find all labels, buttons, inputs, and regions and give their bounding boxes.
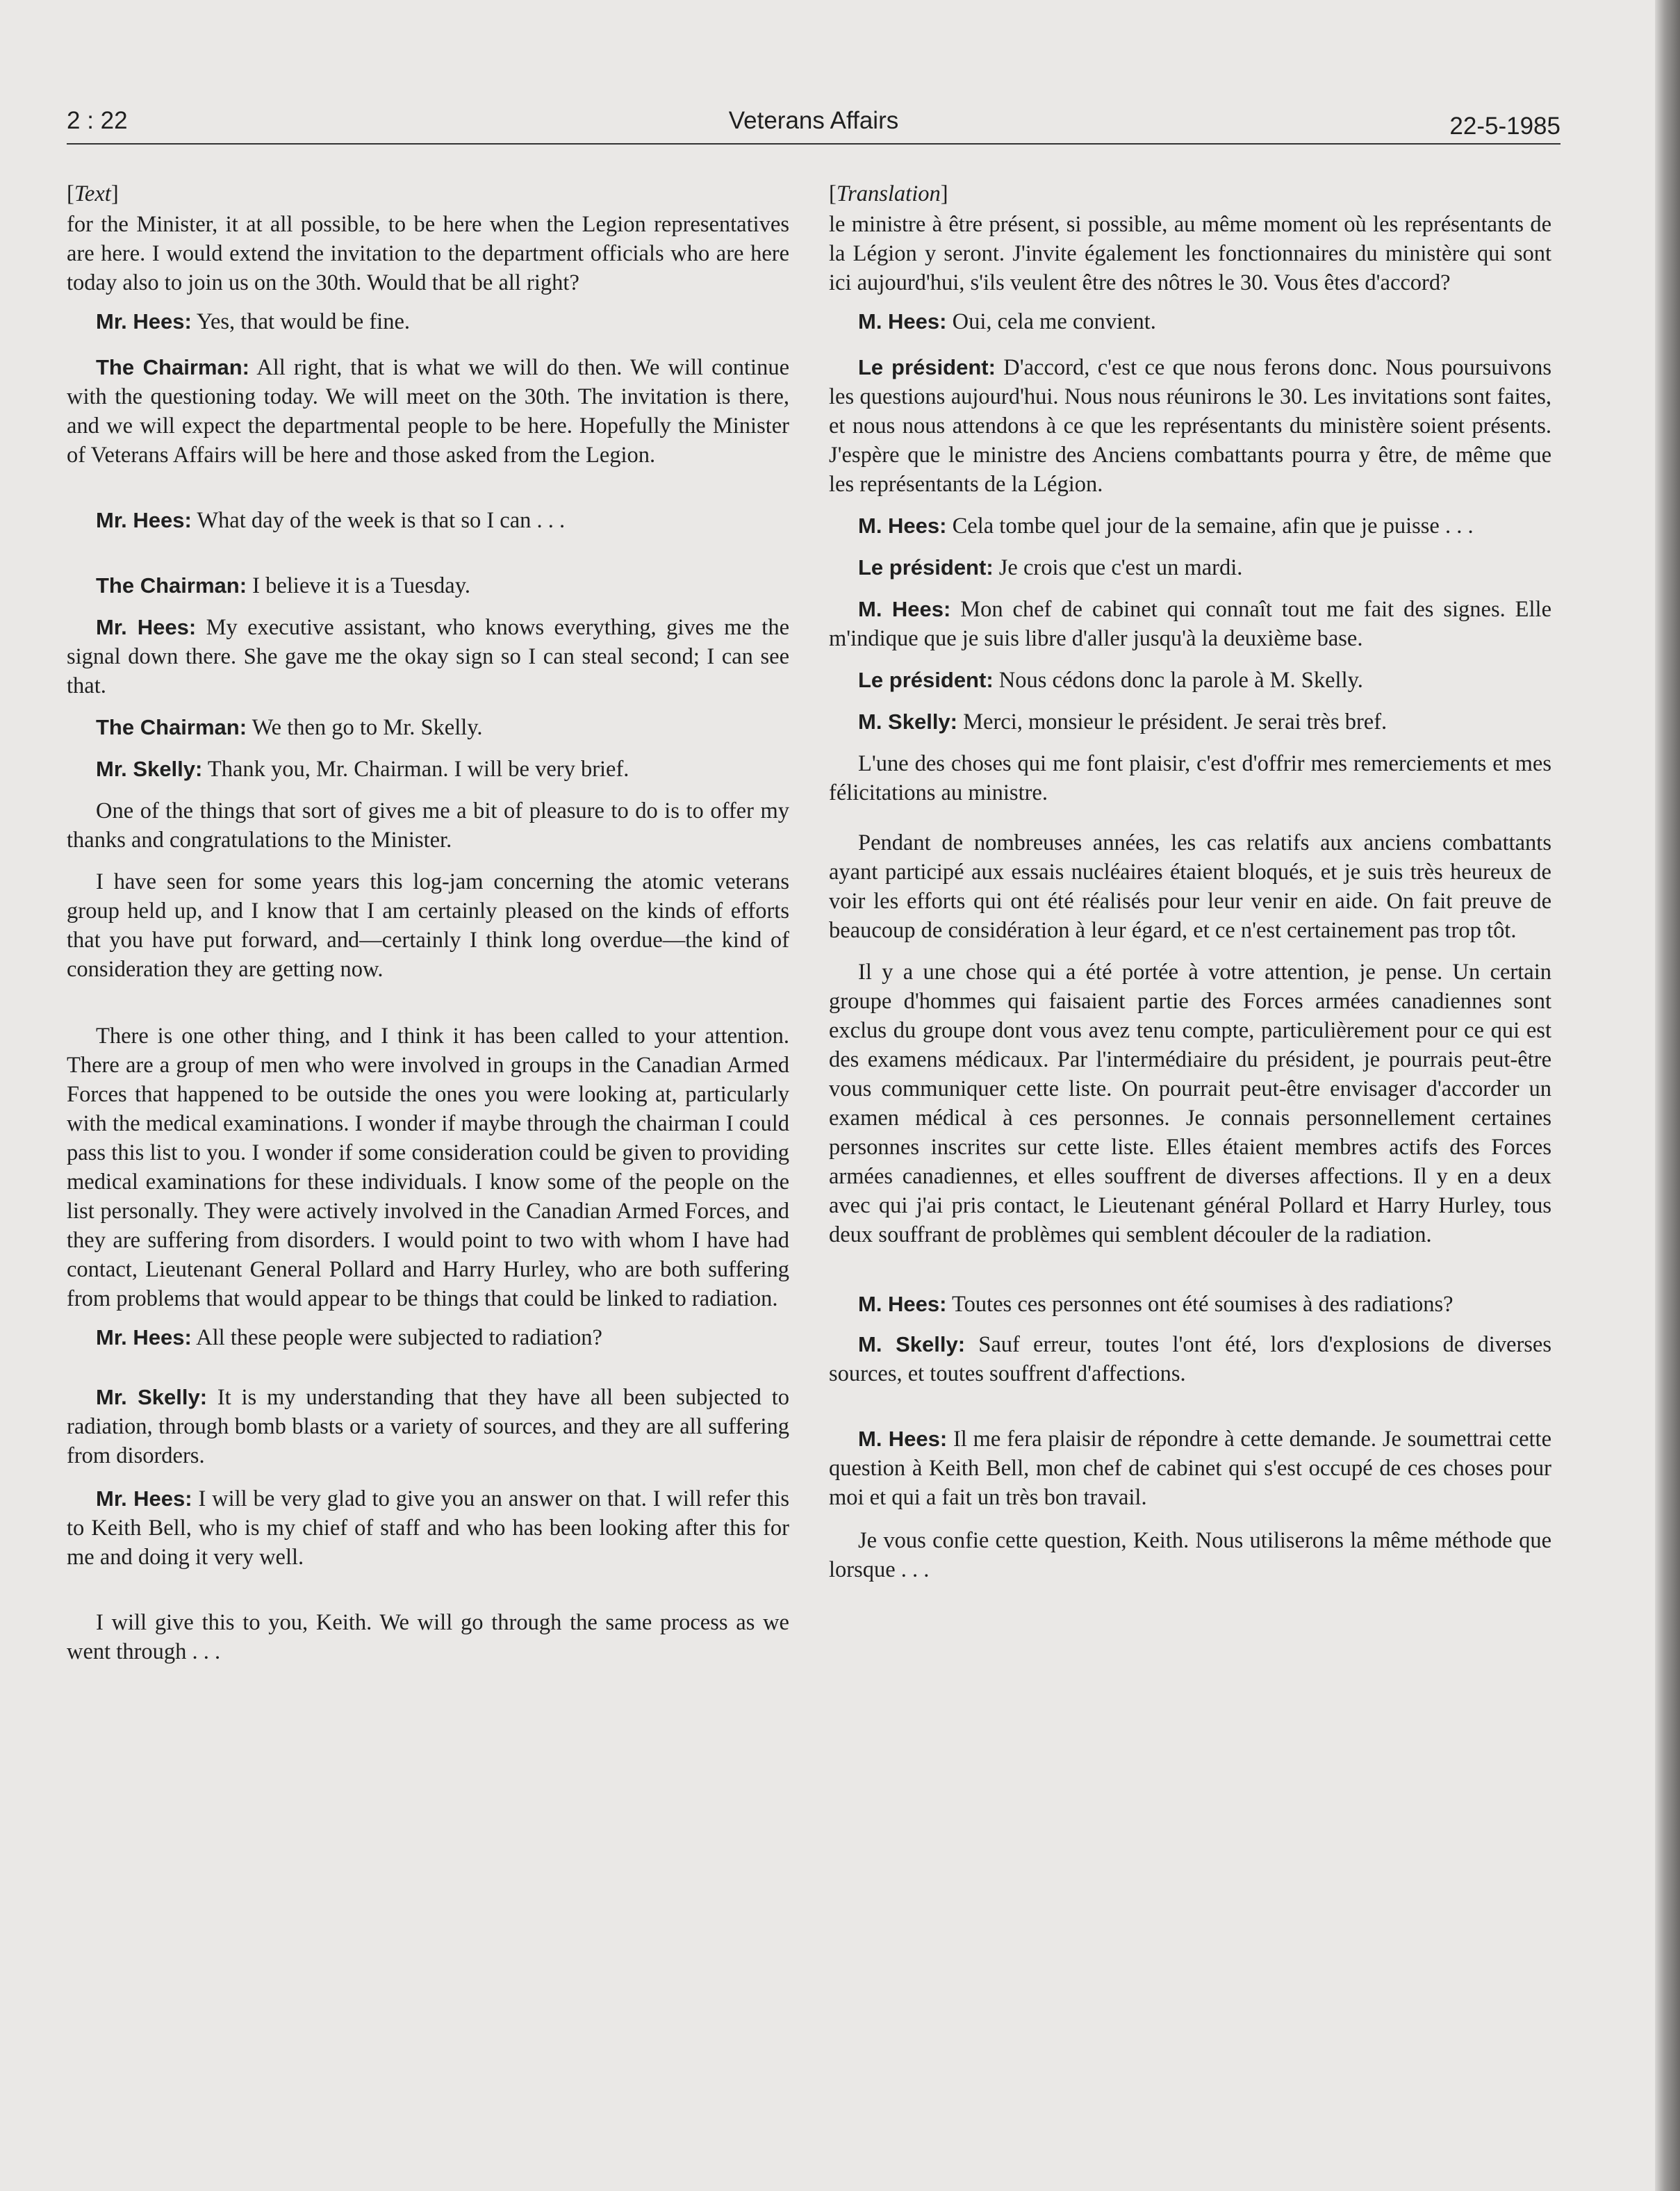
column-label-translation: [Translation] [829,181,948,206]
paragraph: M. Hees: Cela tombe quel jour de la semaine, afin que je puisse . . . [858,514,1474,539]
paragraph: M. Hees: Toutes ces personnes ont été soumises à des radiations? [858,1292,1453,1317]
paragraph: I have seen for some years this log-jam concerning the atomic veterans group held up, and I know that I am certainly pleased on the kinds of efforts that you have put forward, and—certainly I think long overdue—the kind of consideration they are getting now. [67,869,789,982]
paragraph: One of the things that sort of gives me a bit of pleasure to do is to offer my thanks and congratulations to the Minister. [67,798,789,853]
left-column-english [67,179,789,1666]
paragraph: Mr. Hees: All these people were subjected to radiation? [96,1325,602,1350]
page-number: 2 : 22 [67,107,128,134]
paragraph: I will give this to you, Keith. We will go through the same process as we went through . . . [67,1610,789,1664]
paragraph: The Chairman: I believe it is a Tuesday. [96,573,470,598]
paragraph: Mr. Skelly: It is my understanding that they have all been subjected to radiation, through bomb blasts or a variety of sources, and they are all suffering from disorders. [67,1385,790,1468]
page-edge [1655,0,1680,2191]
paragraph: Il y a une chose qui a été portée à votre attention, je pense. Un certain groupe d'hommes qui faisaient partie des Forces armées canadiennes sont exclus du groupe dont vous avez tenu compte, particulièrement pour ce qui est des examens médicaux. Par l'intermédiaire du président, je pourrais peut-être vous communiquer cette liste. On pourrait peut-être envisager d'accorder un examen médical à ces personnes. Je connais personnellement certaines personnes inscrites sur cette liste. Elles étaient membres actifs des Forces armées canadiennes, et elles souffrent de diverses affections. Il y en a deux avec qui j'ai pris contact, le Lieutenant général Pollard et Harry Hurley, tous deux souffrant de problèmes qui semblent découler de la radiation. [829,960,1551,1247]
paragraph: There is one other thing, and I think it has been called to your attention. There are a group of men who were involved in groups in the Canadian Armed Forces that happened to be outside the ones you were looking at, particularly with the medical examinations. I wonder if maybe through the chairman I could pass this list to you. I wonder if some consideration could be given to providing medical examinations for these individuals. I know some of the people on the list personally. They were actively involved in the Canadian Armed Forces, and they are suffering from disorders. I would point to two with whom I have had contact, Lieutenant General Pollard and Harry Hurley, who are both suffering from problems that would appear to be things that could be linked to radiation. [67,1024,789,1311]
paragraph: M. Hees: Oui, cela me convient. [858,309,1156,334]
header-date: 22-5-1985 [1449,113,1560,140]
paragraph: Mr. Skelly: Thank you, Mr. Chairman. I will be very brief. [96,757,629,782]
paragraph: M. Hees: Il me fera plaisir de répondre à cette demande. Je soumettrai cette question à Keith Bell, mon chef de cabinet qui s'est occupé de ces choses pour moi et qui a fait un très bon travail. [829,1427,1551,1510]
right-column-french [829,179,1551,1584]
paragraph: Mr. Hees: Yes, that would be fine. [96,309,410,334]
paragraph: Le président: Je crois que c'est un mardi. [858,555,1243,580]
paragraph: Mr. Hees: My executive assistant, who knows everything, gives me the signal down there. She gave me the okay sign so I can steal second; I can see that. [67,615,789,698]
paragraph: Mr. Hees: What day of the week is that so I can . . . [96,508,566,533]
column-label-text: [Text] [67,181,119,206]
paragraph: The Chairman: All right, that is what we will do then. We will continue with the questioning today. We will meet on the 30th. The invitation is there, and we will expect the departmental people to be here. Hopefully the Minister of Veterans Affairs will be here and those asked from the Legion. [67,355,790,468]
paragraph: M. Skelly: Sauf erreur, toutes l'ont été, lors d'explosions de diverses sources, et toutes souffrent d'affections. [829,1332,1551,1386]
paragraph: Mr. Hees: I will be very glad to give you an answer on that. I will refer this to Keith Bell, who is my chief of staff and who has been looking after this for me and doing it very well. [67,1486,789,1570]
running-header [67,104,1560,145]
paragraph: The Chairman: We then go to Mr. Skelly. [96,715,483,740]
paragraph: L'une des choses qui me font plaisir, c'est d'offrir mes remerciements et mes félicitations au ministre. [829,751,1551,805]
paragraph: M. Skelly: Merci, monsieur le président. Je serai très bref. [858,709,1387,735]
header-title: Veterans Affairs [728,107,899,134]
paragraph: Je vous confie cette question, Keith. Nous utiliserons la même méthode que lorsque . . . [829,1528,1551,1582]
paragraph: M. Hees: Mon chef de cabinet qui connaît tout me fait des signes. Elle m'indique que je suis libre d'aller jusqu'à la deuxième base. [829,597,1551,651]
paragraph: for the Minister, it at all possible, to be here when the Legion representatives are here. I would extend the invitation to the department officials who are here today also to join us on the 30th. Would that be all right? [67,212,789,295]
paragraph: Le président: Nous cédons donc la parole à M. Skelly. [858,668,1363,693]
paragraph: le ministre à être présent, si possible, au même moment où les représentants de la Légion y seront. J'invite également les fonctionnaires du ministère qui sont ici aujourd'hui, s'ils veulent être des nôtres le 30. Vous êtes d'accord? [829,212,1551,295]
paragraph: Le président: D'accord, c'est ce que nous ferons donc. Nous poursuivons les questions aujourd'hui. Nous nous réunirons le 30. Les invitations sont faites, et nous nous attendons à ce que les représentants du ministère soient présents. J'espère que le ministre des Anciens combattants pourra y être, de même que les représentants de la Légion. [829,355,1551,497]
paragraph: Pendant de nombreuses années, les cas relatifs aux anciens combattants ayant participé aux essais nucléaires étaient bloqués, et je suis très heureux de voir les efforts qui ont été réalisés pour leur venir en aide. On fait preuve de beaucoup de considération à leur égard, et ce n'est certainement pas trop tôt. [829,830,1551,943]
